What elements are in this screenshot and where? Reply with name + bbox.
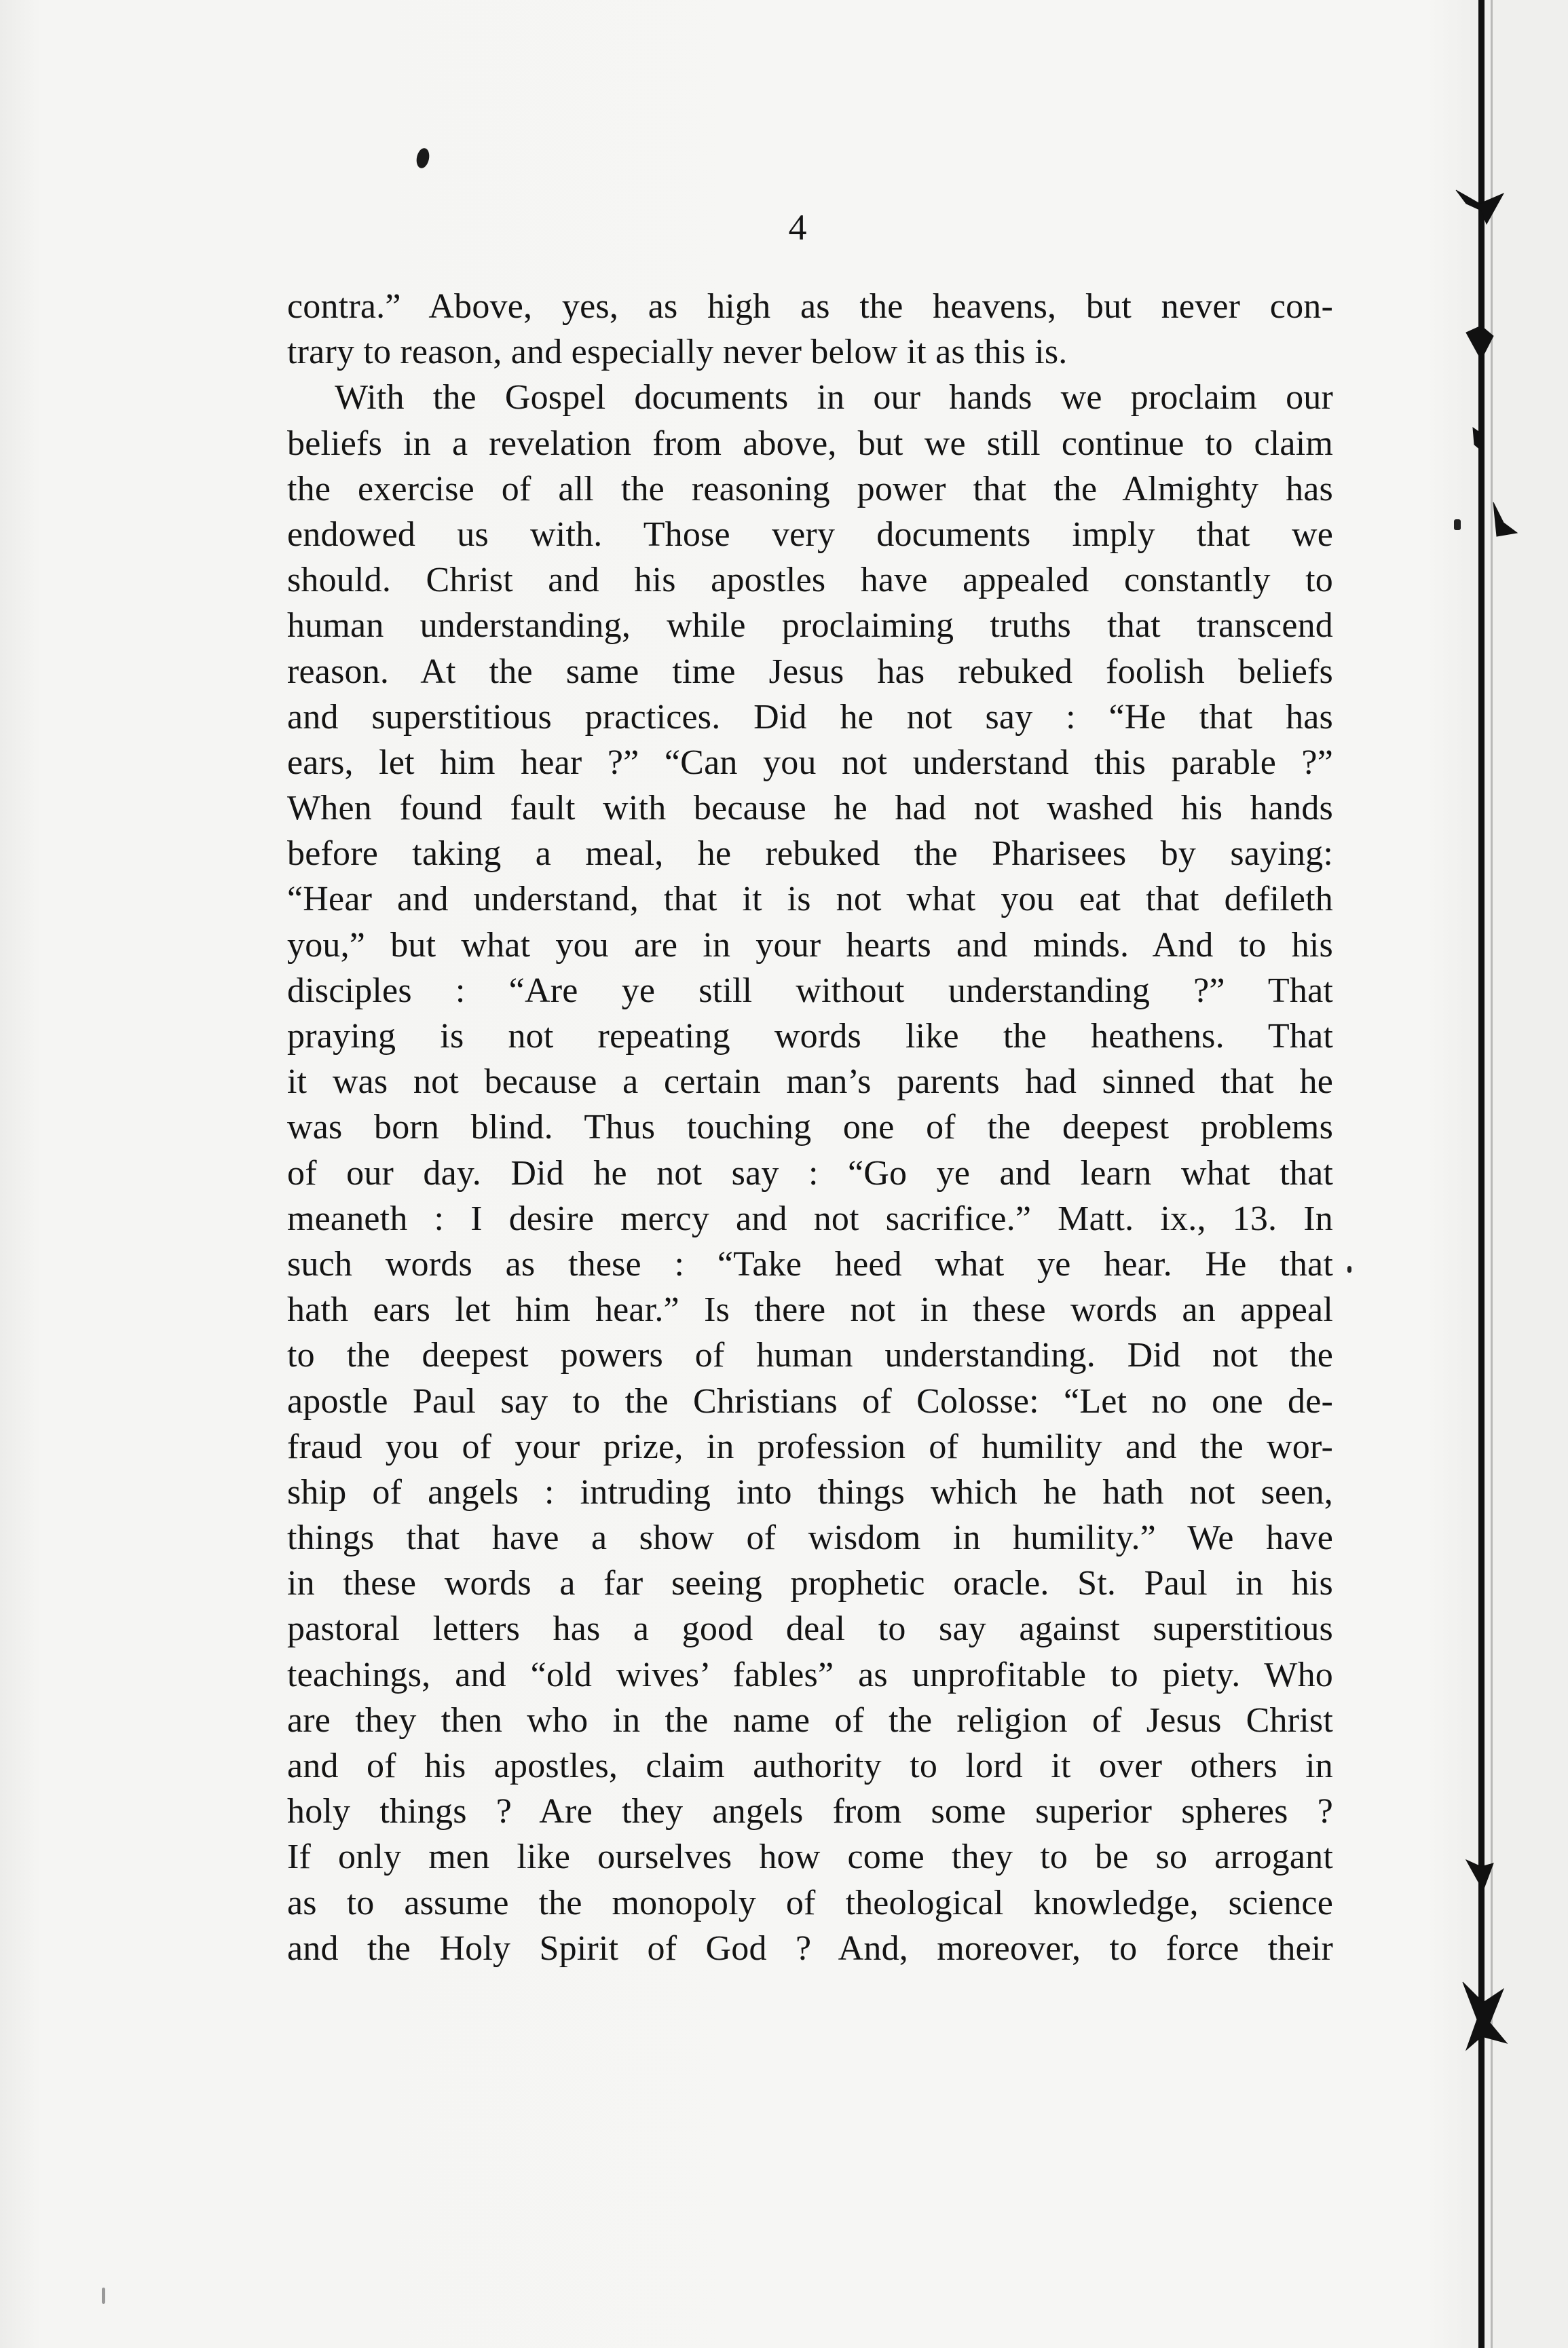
text-line: the exercise of all the reasoning power that the Almighty has: [287, 469, 1333, 508]
text-line: and the Holy Spirit of God ? And, moreover, to force their: [287, 1928, 1333, 1968]
text-line: pastoral letters has a good deal to say against superstitious: [287, 1609, 1333, 1649]
margin-mark: [1347, 1266, 1351, 1273]
text-line: fraud you of your prize, in profession of humility and the wor-: [287, 1427, 1333, 1466]
tack-mark-bottom: [1463, 1982, 1507, 2050]
text-line: apostle Paul say to the Christians of Colosse: “Let no one de-: [287, 1381, 1333, 1421]
text-line: praying is not repeating words like the heathens. That: [287, 1017, 1333, 1056]
text-line: are they then who in the name of the religion of Jesus Christ: [287, 1700, 1333, 1740]
text-line: as to assume the monopoly of theological knowledge, science: [287, 1883, 1333, 1922]
margin-mark: [102, 2288, 105, 2304]
text-line: With the Gospel documents in our hands we proclaim our: [335, 378, 1333, 417]
margin-mark: [1454, 519, 1461, 530]
text-line: ship of angels : intruding into things which he hath not seen,: [287, 1472, 1333, 1512]
text-line: trary to reason, and especially never below it as this is.: [287, 333, 1068, 372]
text-line: meaneth : I desire mercy and not sacrifice.” Matt. ix., 13. In: [287, 1199, 1333, 1238]
text-line: reason. At the same time Jesus has rebuked foolish beliefs: [287, 652, 1333, 691]
text-line: If only men like ourselves how come they to be so arrogant: [287, 1838, 1333, 1877]
binding-edge-line: [1478, 0, 1485, 2348]
text-line: in these words a far seeing prophetic oracle. St. Paul in his: [287, 1564, 1333, 1603]
tack-mark-mid: [1493, 502, 1517, 536]
text-line: human understanding, while proclaiming truths that transcend: [287, 606, 1333, 646]
text-line: beliefs in a revelation from above, but we still continue to claim: [287, 424, 1333, 463]
text-line: contra.” Above, yes, as high as the heavens, but never con-: [287, 287, 1333, 326]
text-line: you,” but what you are in your hearts and minds. And to his: [287, 925, 1333, 965]
text-line: endowed us with. Those very documents imply that we: [287, 515, 1333, 554]
text-line: disciples : “Are ye still without understanding ?” That: [287, 971, 1333, 1010]
text-line: of our day. Did he not say : “Go ye and learn what that: [287, 1153, 1333, 1193]
body-text: [287, 284, 1333, 1971]
binding-shadow-line: [1491, 0, 1493, 2348]
page-number: 4: [788, 207, 807, 248]
ink-blot-mark: [415, 147, 431, 169]
text-line: holy things ? Are they angels from some superior spheres ?: [287, 1792, 1333, 1831]
text-line: When found fault with because he had not washed his hands: [287, 789, 1333, 828]
text-line: to the deepest powers of human understanding. Did not the: [287, 1336, 1333, 1375]
text-line: things that have a show of wisdom in humility.” We have: [287, 1518, 1333, 1558]
text-line: “Hear and understand, that it is not what you eat that defileth: [287, 880, 1333, 919]
text-line: and superstitious practices. Did he not say : “He that has: [287, 697, 1333, 737]
text-line: and of his apostles, claim authority to lord it over others in: [287, 1747, 1333, 1785]
text-line: such words as these : “Take heed what ye hear. He that: [287, 1244, 1333, 1284]
text-line: ears, let him hear ?” “Can you not understand this parable ?”: [287, 743, 1333, 782]
text-line: it was not because a certain man’s parents had sinned that he: [287, 1062, 1333, 1102]
text-line: should. Christ and his apostles have appealed constantly to: [287, 561, 1333, 600]
text-line: teachings, and “old wives’ fables” as unprofitable to piety. Who: [287, 1655, 1333, 1694]
text-line: was born blind. Thus touching one of the deepest problems: [287, 1108, 1333, 1147]
text-line: before taking a meal, he rebuked the Pharisees by saying:: [287, 834, 1333, 874]
text-line: hath ears let him hear.” Is there not in these words an appeal: [287, 1290, 1333, 1330]
